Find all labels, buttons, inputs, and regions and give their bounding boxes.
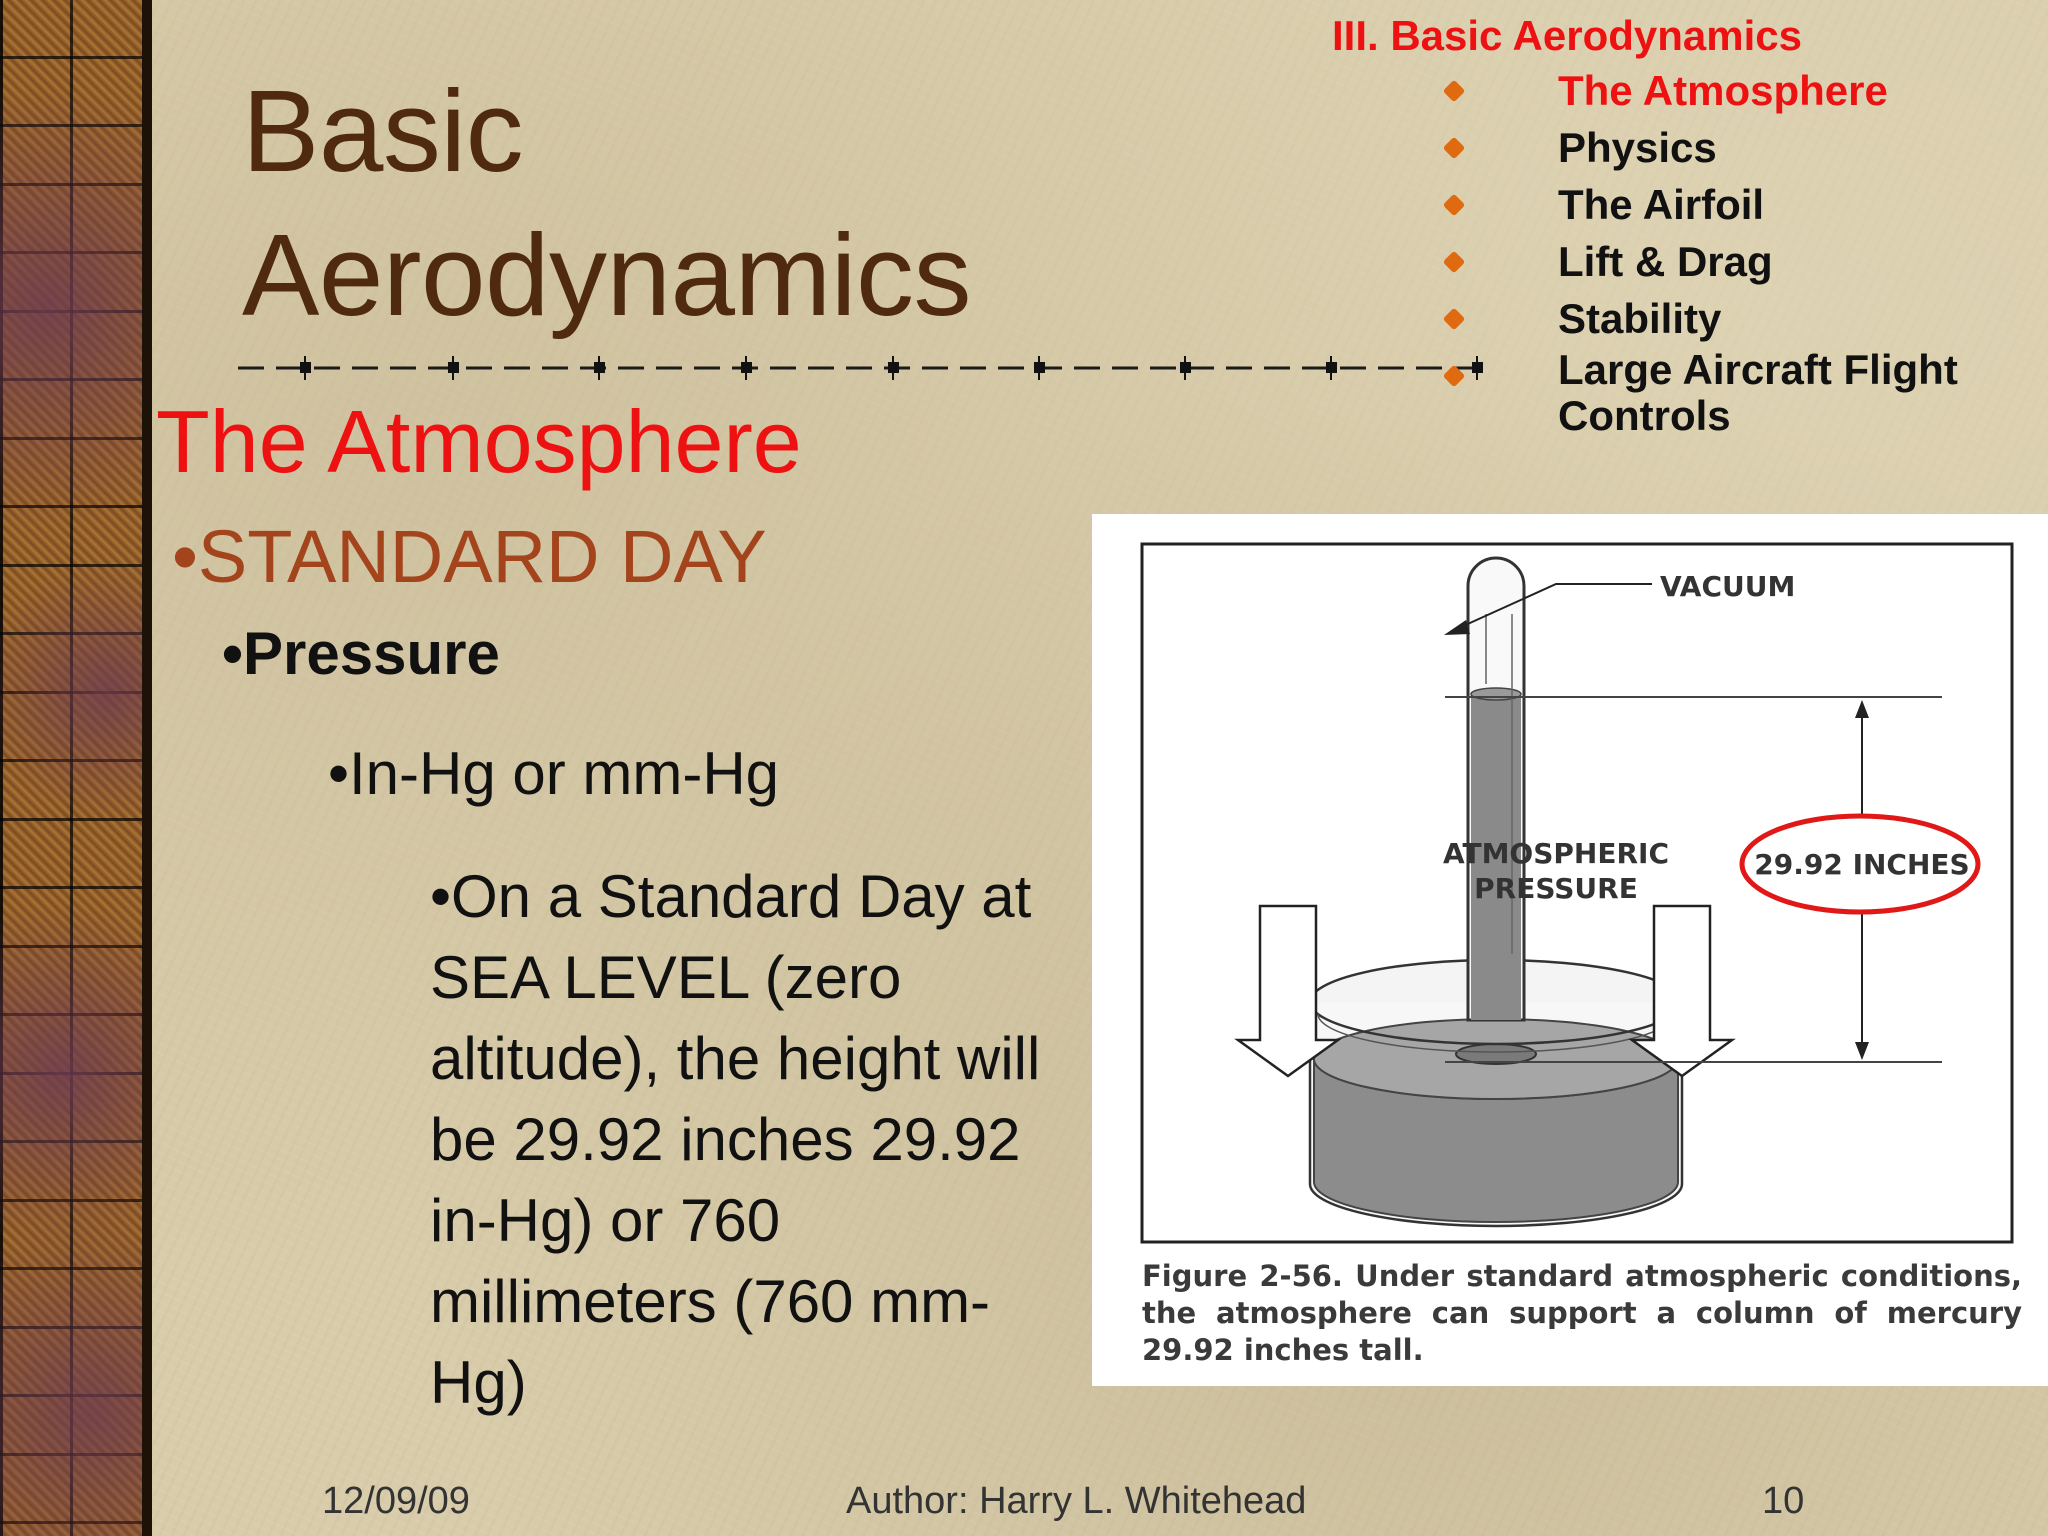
left-strip-edge (142, 0, 152, 1536)
diamond-bullet-icon (1443, 137, 1466, 160)
footer-page-number: 10 (1762, 1480, 1805, 1522)
diamond-bullet-icon (1443, 365, 1466, 388)
nav-item-the-atmosphere (1332, 62, 2032, 119)
bullet-level4: •On a Standard Day at SEA LEVEL (zero altitude), the height will be 29.92 inches 29.92 in-Hg) or 760 millimeters (760 mm-Hg) (430, 863, 1041, 1416)
nav-item-lift-drag (1332, 233, 2032, 290)
bullet-level1: •STANDARD DAY (172, 515, 767, 598)
section-outline-nav (1332, 10, 2032, 439)
nav-item-large-aircraft-flight-controls (1332, 347, 2032, 439)
footer-date: 12/09/09 (322, 1480, 470, 1522)
nav-list (1332, 62, 2032, 439)
vacuum-label: VACUUM (1660, 570, 1796, 603)
nav-item-label: The Airfoil (1558, 181, 1765, 228)
section-title: The Atmosphere (156, 392, 802, 491)
nav-item-label-line2: Controls (1558, 392, 1731, 439)
nav-item-the-airfoil (1332, 176, 2032, 233)
bullet-level2: •Pressure (222, 620, 500, 687)
nav-item-label: Physics (1558, 124, 1717, 171)
nav-item-label-line1: Large Aircraft Flight (1558, 346, 1958, 393)
figure-caption: Figure 2-56. Under standard atmospheric conditions, the atmosphere can support a column of mercury 29.92 inches tall. (1142, 1259, 2022, 1367)
slide-title-line2: Aerodynamics (242, 209, 971, 340)
nav-item-stability (1332, 290, 2032, 347)
bullet-level3: •In-Hg or mm-Hg (328, 740, 780, 807)
diamond-bullet-icon (1443, 194, 1466, 217)
nav-item-label: The Atmosphere (1558, 67, 1888, 114)
diamond-bullet-icon (1443, 251, 1466, 274)
footer-author: Author: Harry L. Whitehead (846, 1480, 1307, 1522)
title-divider (238, 356, 1508, 380)
pressure-label-line1: ATMOSPHERIC (1442, 837, 1670, 870)
diamond-bullet-icon (1443, 80, 1466, 103)
slide-title-line1: Basic (242, 66, 524, 196)
nav-item-label: Lift & Drag (1558, 238, 1773, 285)
pressure-label-line2: PRESSURE (1474, 872, 1638, 905)
barometer-figure (1092, 514, 2048, 1386)
height-label: 29.92 INCHES (1754, 848, 1970, 881)
nav-item-physics (1332, 119, 2032, 176)
slide-title (242, 60, 971, 348)
decorative-left-strip (0, 0, 152, 1536)
diamond-bullet-icon (1443, 308, 1466, 331)
barometer-diagram (1092, 514, 2048, 1254)
nav-heading: III. Basic Aerodynamics (1332, 12, 1802, 59)
nav-item-label: Stability (1558, 295, 1722, 342)
